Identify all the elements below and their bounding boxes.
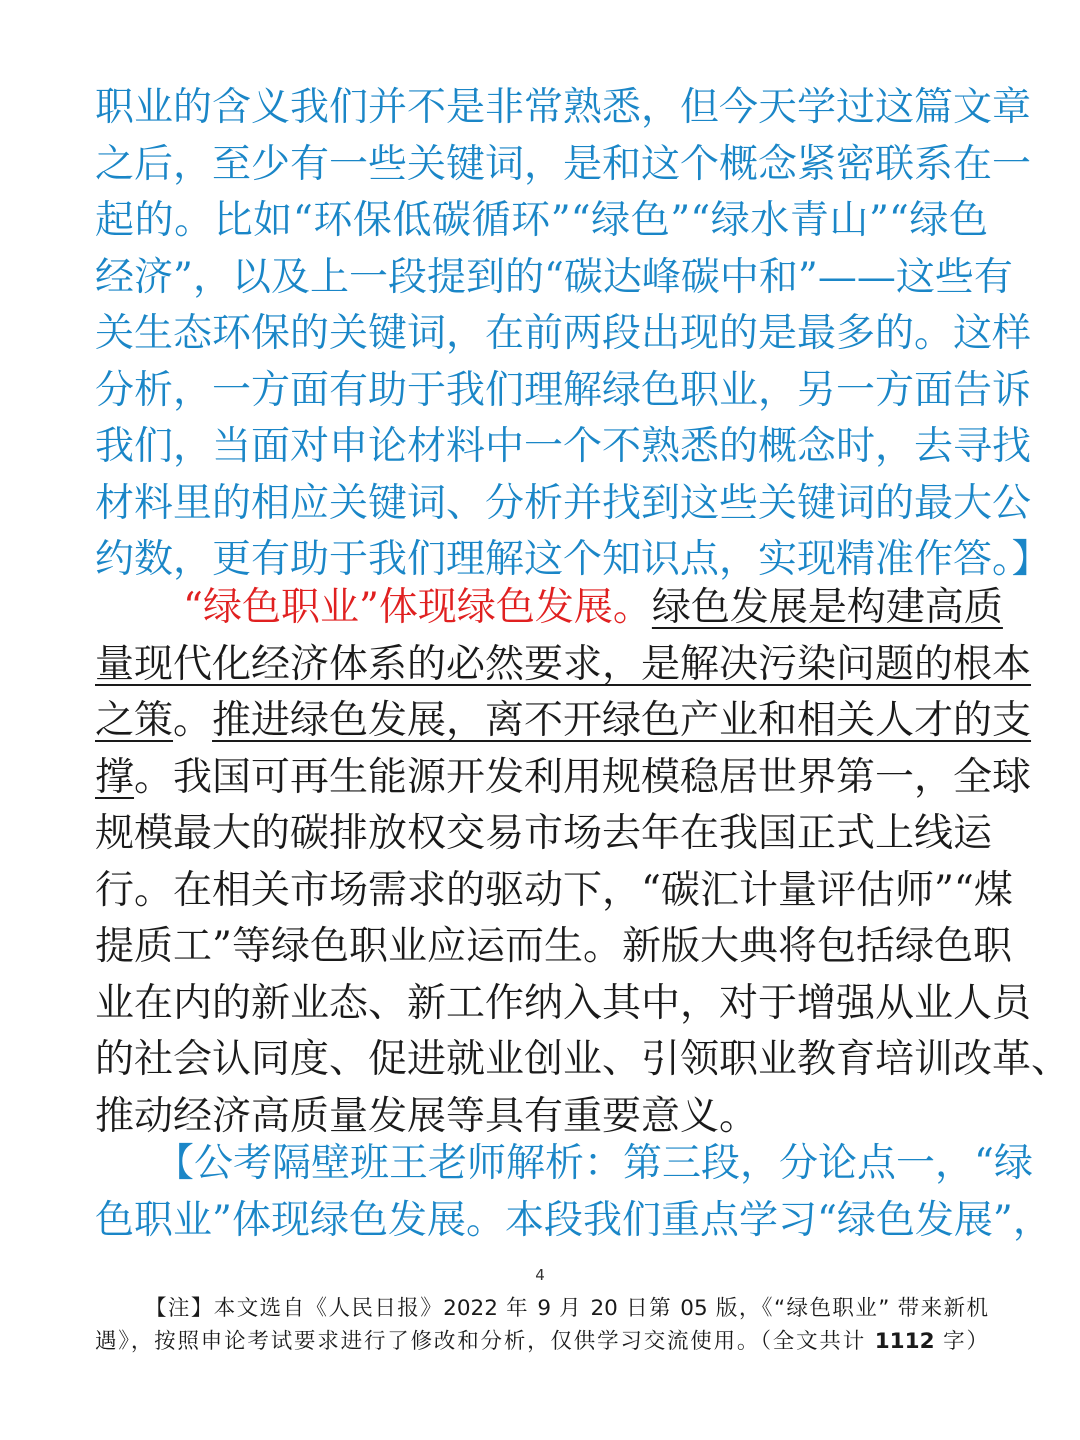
underlined-text: 推进绿色发展，离不开绿色产业和相关人才的支 [212,698,1032,743]
text-line: 起的。比如“环保低碳循环”“绿色”“绿水青山”“绿色 [95,198,988,243]
text-line: 规模最大的碳排放权交易市场去年在我国正式上线运 [95,811,993,856]
text-line [95,750,1032,807]
text-line: 之后，至少有一些关键词，是和这个概念紧密联系在一 [95,141,1032,187]
text-line: 我们，当面对申论材料中一个不熟悉的概念时，去寻找 [95,424,1032,469]
text-line: 业在内的新业态、新工作纳入其中，对于增强从业人员 [95,980,1032,1026]
text-line: 经济”，以及上一段提到的“碳达峰碳中和”——这些有 [95,254,1013,300]
underlined-text: 绿色发展是构建高质 [651,585,1003,630]
section-heading: “绿色职业”体现绿色发展。 [183,585,652,630]
text-line: 行。在相关市场需求的驱动下，“碳汇计量评估师”“煤 [95,867,1013,913]
text-line: 提质工”等绿色职业应运而生。新版大典将包括绿色职 [95,924,1012,969]
footnote-text: 字） [934,1329,988,1354]
text-line: 关生态环保的关键词，在前两段出现的是最多的。这样 [95,311,1032,356]
text-line [95,580,1003,637]
word-count: 1112 [874,1329,935,1354]
footnote-line [95,1325,988,1358]
text-line [95,637,1032,694]
footnote-line: 【注】本文选自《人民日报》2022 年 9 月 20 日第 05 版，《“绿色职业” 带来新机 [145,1296,988,1321]
page-number: 4 [535,1266,545,1284]
text-line [95,693,1032,750]
text-line: 约数，更有助于我们理解这个知识点，实现精准作答。】 [95,537,1051,582]
analysis-paragraph-3 [95,1136,1052,1249]
footnote [95,1292,988,1358]
body-text: 。我国可再生能源开发利用规模稳居世界第一，全球 [134,754,1032,800]
text-line: 色职业”体现绿色发展。本段我们重点学习“绿色发展”， [95,1197,1052,1243]
text-line: 的社会认同度、促进就业创业、引领职业教育培训改革、 [95,1037,1071,1082]
underlined-text: 撑 [95,754,135,800]
underlined-text: 量现代化经济体系的必然要求，是解决污染问题的根本 [95,641,1032,687]
text-line: 分析，一方面有助于我们理解绿色职业，另一方面告诉 [95,367,1032,413]
punctuation: 。 [173,698,213,743]
footnote-text: 遇》，按照申论考试要求进行了修改和分析，仅供学习交流使用。（全文共计 [95,1329,875,1354]
text-line: 职业的含义我们并不是非常熟悉，但今天学过这篇文章 [95,85,1032,130]
text-line: 【公考隔壁班王老师解析：第三段，分论点一，“绿 [155,1141,1033,1186]
text-line: 推动经济高质量发展等具有重要意义。 [95,1093,759,1139]
analysis-paragraph-continued [95,80,1051,589]
article-paragraph-3 [95,580,1071,1145]
underlined-text: 之策 [95,698,174,743]
text-line: 材料里的相应关键词、分析并找到这些关键词的最大公 [95,480,1032,526]
